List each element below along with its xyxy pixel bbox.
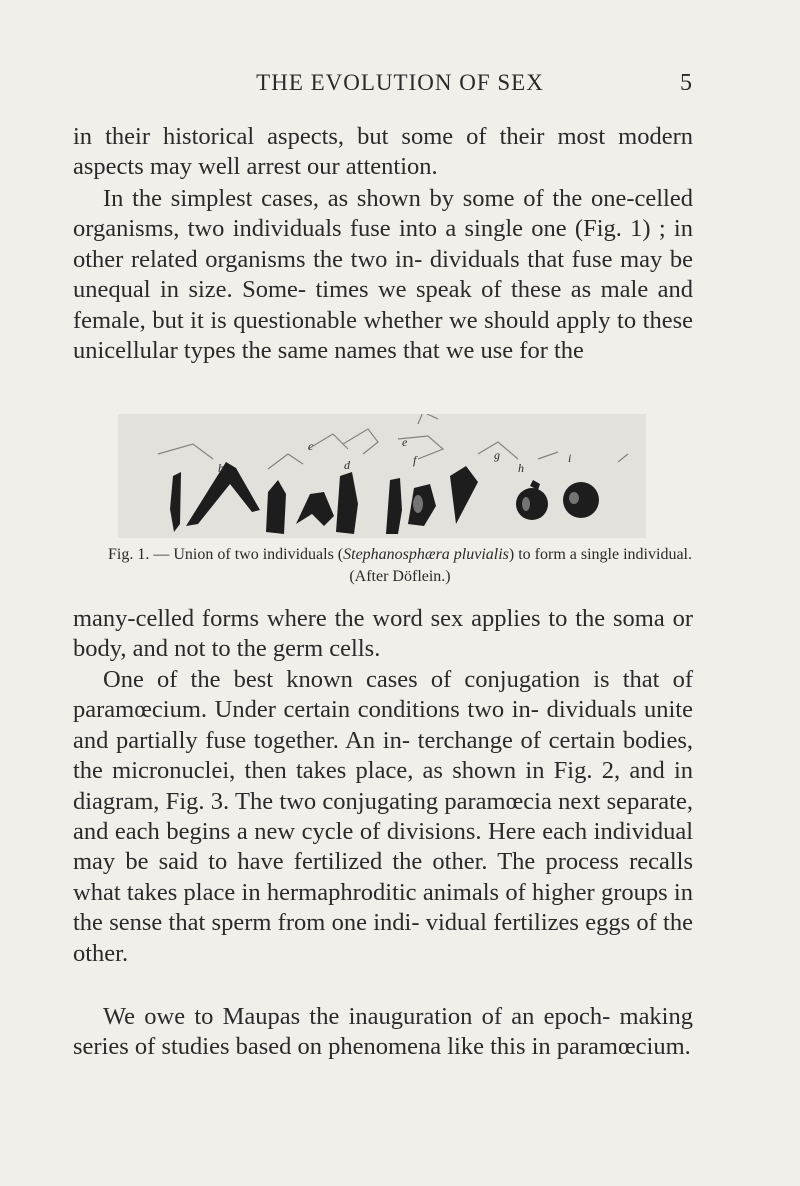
- figure-1-caption: [90, 544, 710, 588]
- panel-label-i: i: [568, 451, 572, 465]
- panel-label-h: h: [518, 461, 524, 475]
- paragraph-paramoecium: One of the best known cases of conjugation is that of paramœcium. Under certain conditions two in- dividuals unite and partially fuse together. An in- terchange of certain bodies, the micronuclei, then takes place, as shown in Fig. 2, and in diagram, Fig. 3. The two conjugating paramœcia next separate, and each begins a new cycle of divisions. Here each individual may be said to have fertilized the other. The process recalls what takes place in hermaphroditic animals of higher groups in the sense that sperm from one indi- vidual fertilizes eggs of the other.: [73, 666, 693, 967]
- paragraph-continuation: in their historical aspects, but some of their most modern aspects may well arrest our attention.: [73, 123, 693, 181]
- panel-label-b: b: [218, 461, 224, 475]
- paragraph-simplest-cases: In the simplest cases, as shown by some of the one-celled organisms, two individuals fuse into a single one (Fig. 1) ; in other related organisms the two in- dividuals that fuse may be unequal in size. Some- times we speak of these as male and female, but it is questionable whether we should apply to these unicellular types the same names that we use for the: [73, 185, 693, 365]
- running-title: THE EVOLUTION OF SEX: [256, 70, 544, 95]
- panel-label-g: g: [494, 448, 500, 462]
- figure-1-drawing: [118, 414, 646, 538]
- panel-label-f: f: [413, 453, 417, 467]
- caption-prefix: Fig. 1. — Union of two individuals (: [108, 546, 344, 563]
- panel-label-d: d: [344, 458, 350, 472]
- paragraph-many-celled: many-celled forms where the word sex applies to the soma or body, and not to the germ cells.: [73, 605, 693, 663]
- running-head: [0, 68, 800, 98]
- panel-label-e: e: [402, 435, 408, 449]
- panel-label-c: c: [308, 439, 314, 453]
- paragraph-maupas: We owe to Maupas the inauguration of an epoch- making series of studies based on phenomena like this in paramœcium.: [73, 1003, 693, 1061]
- caption-suffix: ) to form a single individual. (After Döflein.): [349, 546, 692, 585]
- caption-species-name: Stephanosphæra pluvialis: [343, 546, 509, 563]
- page-number: 5: [680, 70, 692, 96]
- figure-1-illustration: [118, 414, 646, 538]
